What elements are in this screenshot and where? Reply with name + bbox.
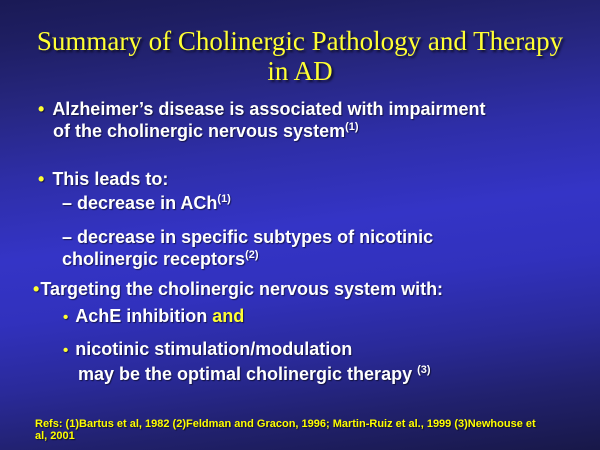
slide-title-line-1: Summary of Cholinergic Pathology and Therapy [36, 26, 564, 56]
reference-superscript: (2) [245, 249, 259, 261]
bullet-icon: • [33, 279, 40, 299]
sub-bullet-nicotinic-line-2 [78, 364, 431, 388]
sub-bullet-text: cholinergic receptors [62, 249, 246, 269]
bullet-text: of the cholinergic nervous system [53, 121, 346, 141]
bullet-text: This leads to: [52, 169, 169, 189]
bullet-text: Targeting the cholinergic nervous system with: [40, 279, 444, 299]
sub-bullet-decrease-ach [62, 193, 231, 217]
bullet-alzheimers-line-1 [38, 99, 485, 120]
references-line-1: Refs: (1)Bartus et al, 1982 (2)Feldman and Gracon, 1996; Martin-Ruiz et al., 1999 (3)Newhouse et [35, 418, 536, 430]
bullet-alzheimers-line-2 [53, 121, 359, 145]
sub-bullet-text: – decrease in ACh [62, 193, 218, 213]
bullet-icon: • [63, 309, 69, 326]
references-line-2: al, 2001 [35, 430, 75, 442]
slide-title-line-2: in AD [267, 56, 333, 86]
accent-word: and [212, 306, 245, 326]
sub-bullet-text: nicotinic stimulation/modulation [75, 339, 353, 359]
bullet-icon: • [38, 169, 45, 189]
reference-superscript: (3) [417, 364, 431, 376]
bullet-icon: • [63, 342, 69, 359]
bullet-text: Alzheimer’s disease is associated with impairment [52, 99, 486, 119]
bullet-targeting [33, 279, 443, 300]
bullet-this-leads-to [38, 169, 168, 190]
sub-bullet-decrease-receptors-line-1 [62, 227, 433, 248]
sub-bullet-ache-inhibition [63, 306, 244, 328]
sub-bullet-nicotinic-line-1 [63, 339, 352, 361]
sub-bullet-decrease-receptors-line-2 [62, 249, 259, 273]
reference-superscript: (1) [217, 193, 231, 205]
slide-title [0, 26, 600, 86]
sub-bullet-text: AchE inhibition [75, 306, 213, 326]
sub-bullet-text: – decrease in specific subtypes of nicotinic [62, 227, 434, 247]
sub-bullet-text: may be the optimal cholinergic therapy [78, 364, 418, 384]
bullet-icon: • [38, 99, 45, 119]
reference-superscript: (1) [345, 121, 359, 133]
